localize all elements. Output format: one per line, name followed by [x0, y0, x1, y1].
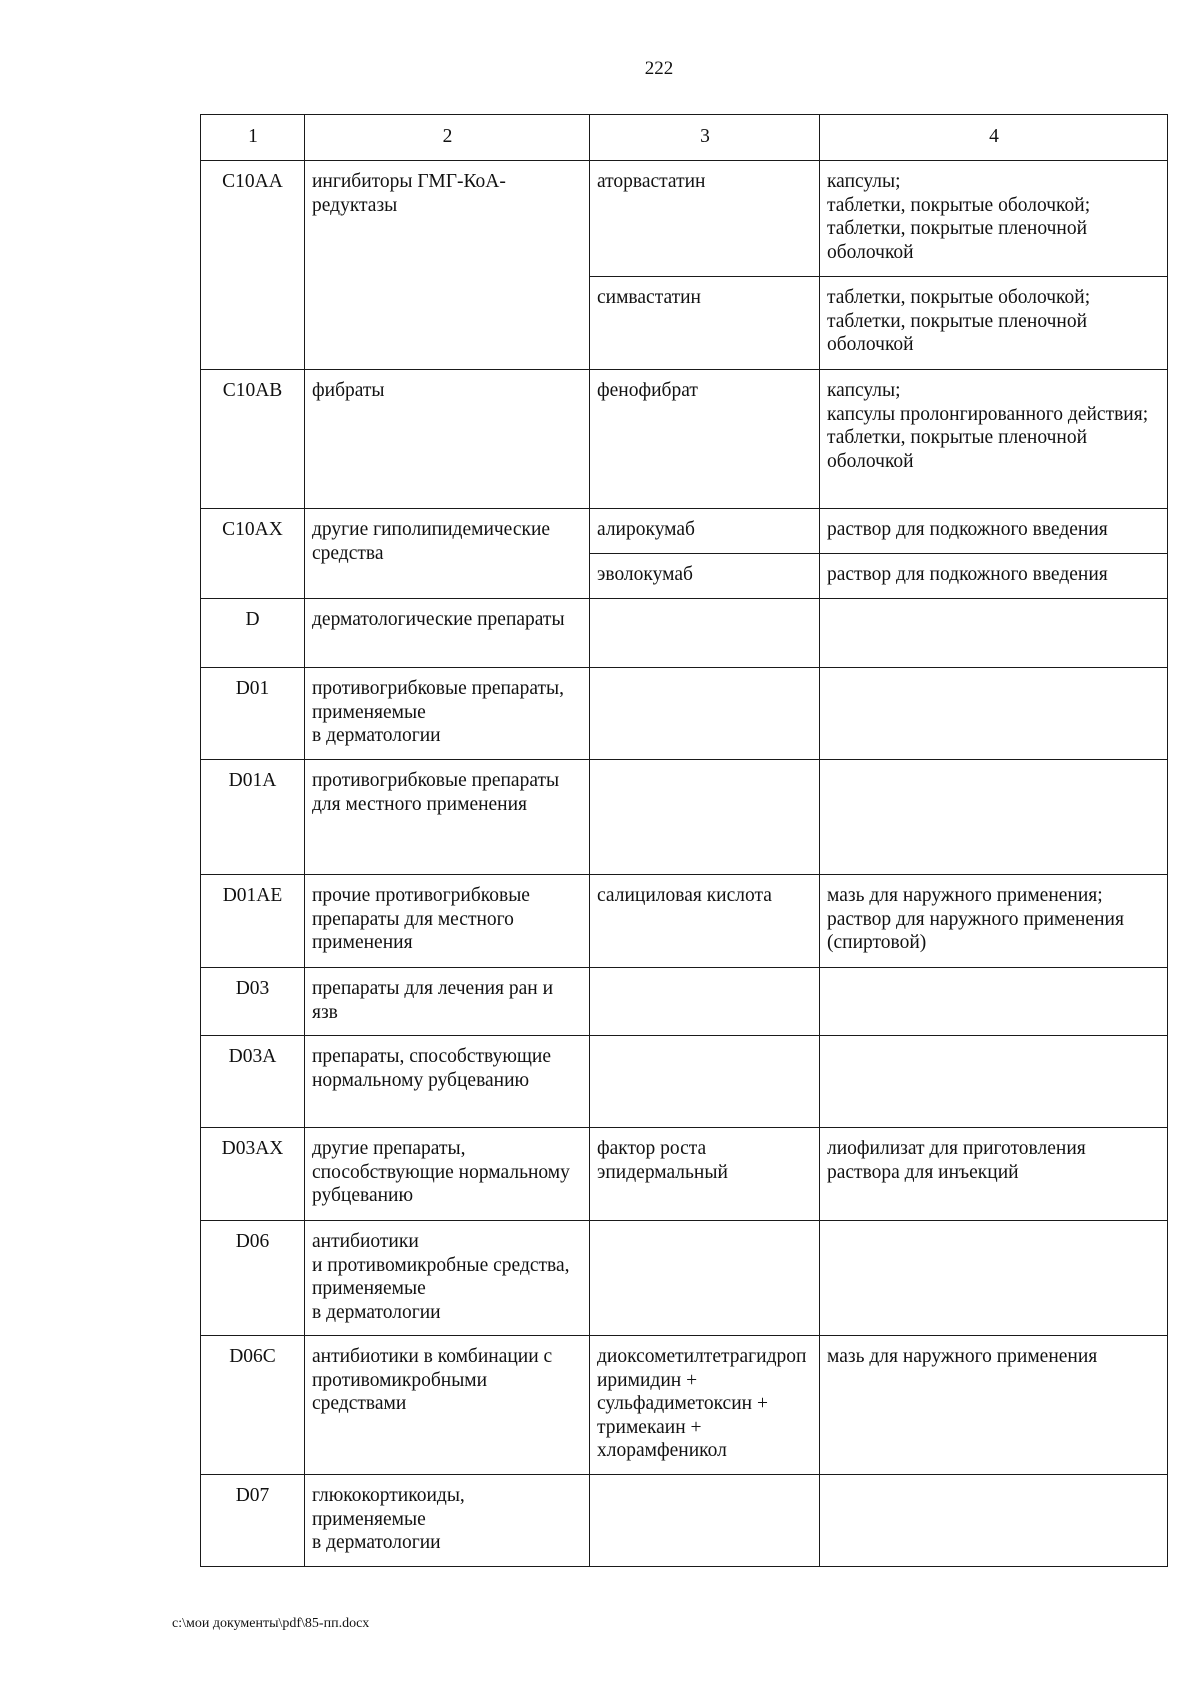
atc-code-cell: D01	[201, 668, 305, 760]
atc-code-cell: D06	[201, 1221, 305, 1336]
drug-cell: фактор роста эпидермальный	[590, 1128, 820, 1221]
form-cell: капсулы; таблетки, покрытые оболочкой; таблетки, покрытые пленочной оболочкой	[820, 161, 1168, 277]
table-row	[201, 875, 1168, 968]
column-header: 3	[590, 115, 820, 161]
table-row	[201, 1036, 1168, 1128]
footer-file-path: c:\мои документы\pdf\85-пп.docx	[172, 1616, 370, 1631]
group-cell: дерматологические препараты	[305, 599, 590, 668]
table-row	[201, 1336, 1168, 1475]
table-row	[201, 370, 1168, 509]
table-row	[201, 509, 1168, 554]
drug-cell	[590, 1221, 820, 1336]
table-row	[201, 760, 1168, 875]
atc-code-cell: C10AA	[201, 161, 305, 370]
drug-cell: аторвастатин	[590, 161, 820, 277]
drug-cell: салициловая кислота	[590, 875, 820, 968]
form-cell: мазь для наружного применения	[820, 1336, 1168, 1475]
group-cell: антибиотики в комбинации с противомикробными средствами	[305, 1336, 590, 1475]
form-cell	[820, 968, 1168, 1036]
group-cell: препараты для лечения ран и язв	[305, 968, 590, 1036]
table-header-row	[201, 115, 1168, 161]
drug-cell: алирокумаб	[590, 509, 820, 554]
table-row	[201, 1128, 1168, 1221]
drug-cell	[590, 1475, 820, 1567]
table-row	[201, 968, 1168, 1036]
atc-code-cell: D06C	[201, 1336, 305, 1475]
group-cell: глюкокортикоиды, применяемые в дерматологии	[305, 1475, 590, 1567]
drug-cell	[590, 760, 820, 875]
atc-code-cell: C10AB	[201, 370, 305, 509]
table-row	[201, 1221, 1168, 1336]
drug-cell: симвастатин	[590, 277, 820, 370]
form-cell	[820, 599, 1168, 668]
group-cell: ингибиторы ГМГ-КоА-редуктазы	[305, 161, 590, 370]
group-cell: другие препараты, способствующие нормальному рубцеванию	[305, 1128, 590, 1221]
atc-code-cell: D	[201, 599, 305, 668]
drug-cell	[590, 668, 820, 760]
drug-cell	[590, 968, 820, 1036]
form-cell	[820, 760, 1168, 875]
drug-table	[200, 114, 1168, 1567]
atc-code-cell: D03	[201, 968, 305, 1036]
form-cell: мазь для наружного применения; раствор для наружного применения (спиртовой)	[820, 875, 1168, 968]
form-cell	[820, 668, 1168, 760]
table-row	[201, 668, 1168, 760]
page-number: 222	[644, 58, 674, 79]
form-cell	[820, 1221, 1168, 1336]
atc-code-cell: D03AX	[201, 1128, 305, 1221]
column-header: 1	[201, 115, 305, 161]
form-cell	[820, 1036, 1168, 1128]
drug-cell: диоксометилтетрагидропиримидин + сульфадиметоксин + тримекаин + хлорамфеникол	[590, 1336, 820, 1475]
atc-code-cell: D01AE	[201, 875, 305, 968]
group-cell: препараты, способствующие нормальному рубцеванию	[305, 1036, 590, 1128]
group-cell: другие гиполипидемические средства	[305, 509, 590, 599]
drug-cell	[590, 1036, 820, 1128]
table-row	[201, 161, 1168, 277]
group-cell: противогрибковые препараты, применяемые в дерматологии	[305, 668, 590, 760]
form-cell	[820, 1475, 1168, 1567]
group-cell: прочие противогрибковые препараты для местного применения	[305, 875, 590, 968]
atc-code-cell: D01A	[201, 760, 305, 875]
drug-cell	[590, 599, 820, 668]
form-cell: раствор для подкожного введения	[820, 509, 1168, 554]
group-cell: антибиотики и противомикробные средства, применяемые в дерматологии	[305, 1221, 590, 1336]
column-header: 4	[820, 115, 1168, 161]
group-cell: противогрибковые препараты для местного применения	[305, 760, 590, 875]
table-row	[201, 599, 1168, 668]
atc-code-cell: D03A	[201, 1036, 305, 1128]
atc-code-cell: D07	[201, 1475, 305, 1567]
drug-cell: эволокумаб	[590, 554, 820, 599]
column-header: 2	[305, 115, 590, 161]
form-cell: раствор для подкожного введения	[820, 554, 1168, 599]
form-cell: капсулы; капсулы пролонгированного действия; таблетки, покрытые пленочной оболочкой	[820, 370, 1168, 509]
atc-code-cell: C10AX	[201, 509, 305, 599]
form-cell: таблетки, покрытые оболочкой; таблетки, покрытые пленочной оболочкой	[820, 277, 1168, 370]
table-row	[201, 1475, 1168, 1567]
drug-cell: фенофибрат	[590, 370, 820, 509]
group-cell: фибраты	[305, 370, 590, 509]
form-cell: лиофилизат для приготовления раствора для инъекций	[820, 1128, 1168, 1221]
